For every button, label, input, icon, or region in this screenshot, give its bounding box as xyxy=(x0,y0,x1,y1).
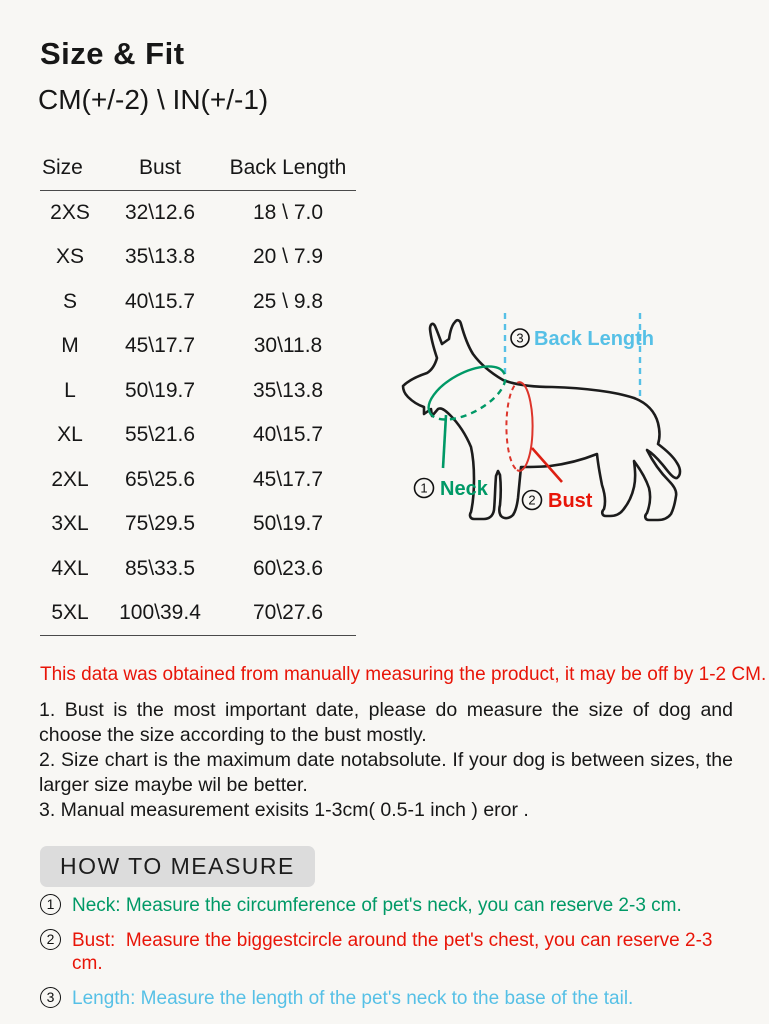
table-row xyxy=(40,369,356,414)
table-cell: 65\25.6 xyxy=(124,467,196,491)
note-item: 1. Bust is the most important date, please do measure the size of dog and choose the size according to the bust mostly. xyxy=(39,699,733,746)
circled-number-icon: 3 xyxy=(40,987,61,1008)
dog-measure-diagram xyxy=(394,295,769,565)
col-header-back-length: Back Length xyxy=(220,150,356,191)
table-cell: 30\11.8 xyxy=(253,334,323,358)
table-cell: 50\19.7 xyxy=(252,512,324,536)
table-cell: 100\39.4 xyxy=(100,591,220,636)
neck-label xyxy=(415,478,489,500)
table-cell: 45\17.7 xyxy=(252,467,324,491)
table-cell: 75\29.5 xyxy=(124,512,196,536)
table-cell: 50\19.7 xyxy=(124,378,196,402)
note-item: 2. Size chart is the maximum date notabsolute. If your dog is between sizes, the larger size maybe wil be better. xyxy=(39,749,733,796)
measure-instruction-text: Bust: Measure the biggestcircle around the pet's chest, you can reserve 2-3 cm. xyxy=(72,930,718,974)
measure-instruction-item xyxy=(40,929,740,975)
table-row xyxy=(40,235,356,280)
back-length-text: Back Length xyxy=(534,328,655,350)
bust-label xyxy=(523,490,593,512)
table-cell: 32\12.6 xyxy=(124,201,196,224)
table-cell: XL xyxy=(57,423,83,447)
table-cell: 60\23.6 xyxy=(252,556,324,580)
table-cell: XS xyxy=(55,245,84,269)
table-cell: 25 \ 9.8 xyxy=(252,289,324,313)
back-length-number: 3 xyxy=(516,330,524,346)
table-cell: 45\17.7 xyxy=(124,334,196,358)
neck-pointer-line xyxy=(443,415,446,468)
circled-number-icon: 1 xyxy=(40,894,61,915)
table-cell: 4XL xyxy=(51,556,89,580)
table-cell: L xyxy=(64,378,76,402)
unit-tolerance-note: CM(+/-2) \ IN(+/-1) xyxy=(38,84,269,115)
size-table-body xyxy=(40,191,356,636)
table-cell: 55\21.6 xyxy=(124,423,196,447)
how-to-measure-heading: HOW TO MEASURE xyxy=(40,846,315,887)
size-table xyxy=(40,150,356,636)
col-header-size: Size xyxy=(40,150,100,191)
note-item: 3. Manual measurement exisits 1-3cm( 0.5-1 inch ) eror . xyxy=(39,799,529,821)
neck-number: 1 xyxy=(420,480,428,496)
size-table-header xyxy=(40,150,356,191)
table-row xyxy=(40,280,356,325)
table-row xyxy=(40,502,356,547)
table-row xyxy=(40,191,356,236)
bust-girth-ellipse xyxy=(517,383,533,471)
measurement-warning: This data was obtained from manually measuring the product, it may be off by 1-2 CM. xyxy=(40,664,767,685)
bust-text: Bust xyxy=(548,490,593,512)
circled-number-icon: 2 xyxy=(40,929,61,950)
measure-instruction-item xyxy=(40,894,740,917)
col-header-bust: Bust xyxy=(100,150,220,191)
table-row xyxy=(40,591,356,636)
measure-instruction-text: Neck: Measure the circumference of pet's neck, you can reserve 2-3 cm. xyxy=(72,895,682,916)
table-row xyxy=(40,458,356,503)
bust-number: 2 xyxy=(528,492,536,508)
table-cell: 18 \ 7.0 xyxy=(252,201,324,224)
table-cell: 40\15.7 xyxy=(124,289,196,313)
table-cell: 70\27.6 xyxy=(220,591,356,636)
table-cell: 5XL xyxy=(40,591,100,636)
table-row xyxy=(40,324,356,369)
back-length-label xyxy=(511,328,654,350)
measure-instruction-item xyxy=(40,987,740,1010)
page-title: Size & Fit xyxy=(40,36,185,71)
table-row xyxy=(40,547,356,592)
table-cell: 20 \ 7.9 xyxy=(252,245,324,269)
table-cell: 85\33.5 xyxy=(124,556,196,580)
table-cell: 3XL xyxy=(51,512,89,536)
notes-list xyxy=(39,698,733,823)
table-cell: 35\13.8 xyxy=(124,245,196,269)
neck-text: Neck xyxy=(440,478,488,500)
table-cell: M xyxy=(61,334,79,358)
measure-instructions-list xyxy=(40,894,740,1022)
table-cell: 35\13.8 xyxy=(252,378,324,402)
bust-girth-ellipse-dashed xyxy=(506,382,522,470)
table-row xyxy=(40,413,356,458)
table-cell: 2XS xyxy=(50,201,90,224)
table-cell: S xyxy=(62,289,77,313)
table-cell: 2XL xyxy=(51,467,89,491)
table-cell: 40\15.7 xyxy=(252,423,324,447)
measure-instruction-text: Length: Measure the length of the pet's neck to the base of the tail. xyxy=(72,988,634,1009)
neck-girth-ellipse-dashed xyxy=(430,373,505,420)
